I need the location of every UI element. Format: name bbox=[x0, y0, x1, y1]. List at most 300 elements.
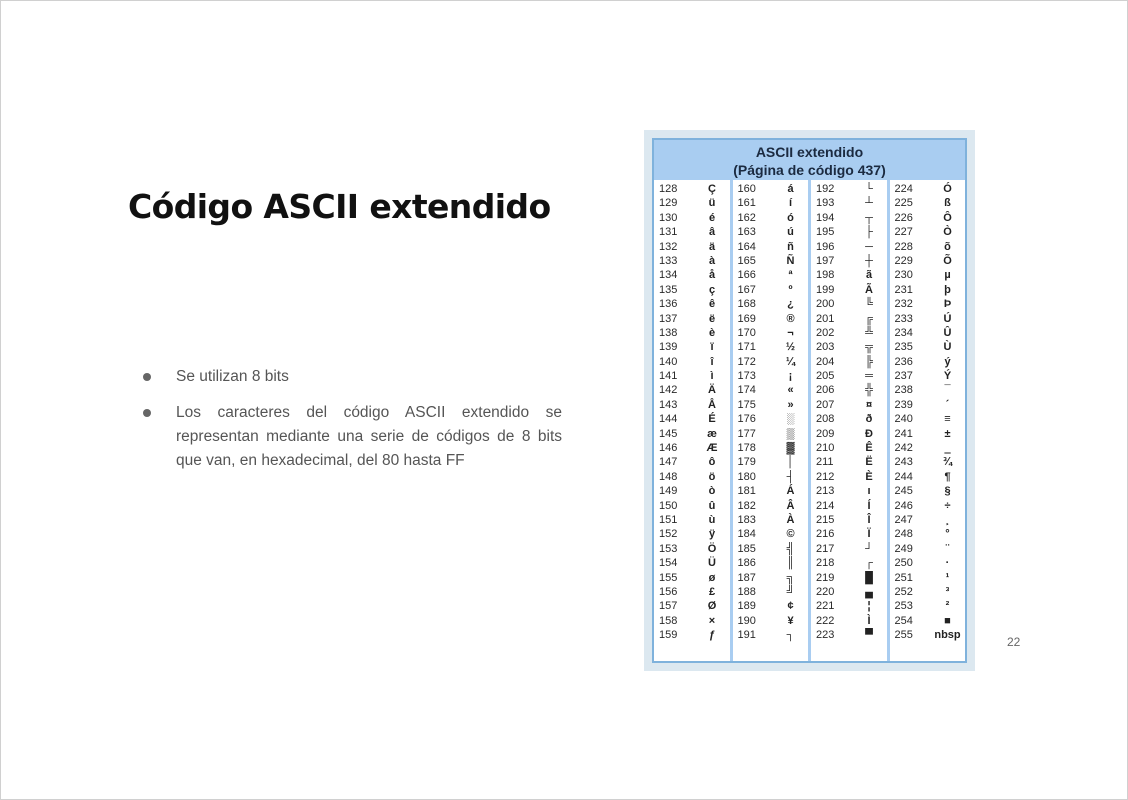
ascii-char: ª bbox=[788, 269, 793, 282]
table-row bbox=[890, 441, 966, 455]
table-row bbox=[654, 470, 730, 484]
table-row bbox=[733, 225, 809, 239]
table-row bbox=[654, 254, 730, 268]
ascii-code: 200 bbox=[816, 298, 835, 311]
ascii-code: 164 bbox=[737, 240, 756, 253]
ascii-char: ç bbox=[708, 283, 716, 296]
ascii-char: ─ bbox=[865, 240, 873, 253]
ascii-char: ¤ bbox=[865, 398, 873, 411]
ascii-char: ¨ bbox=[945, 542, 950, 555]
table-row bbox=[811, 196, 887, 210]
ascii-code: 223 bbox=[816, 629, 835, 642]
ascii-char: ┌ bbox=[865, 557, 873, 570]
table-row bbox=[890, 499, 966, 513]
table-row bbox=[890, 556, 966, 570]
table-row bbox=[811, 513, 887, 527]
bullet-text: Se utilizan 8 bits bbox=[176, 368, 289, 385]
ascii-code: 230 bbox=[894, 269, 913, 282]
table-row bbox=[811, 326, 887, 340]
table-row bbox=[811, 355, 887, 369]
table-row bbox=[811, 441, 887, 455]
ascii-table-column bbox=[733, 180, 812, 661]
table-row bbox=[654, 268, 730, 282]
ascii-code: 197 bbox=[816, 254, 835, 267]
ascii-code: 149 bbox=[659, 485, 678, 498]
table-row bbox=[811, 470, 887, 484]
ascii-code: 181 bbox=[737, 485, 756, 498]
ascii-code: 171 bbox=[737, 341, 756, 354]
ascii-char: µ bbox=[944, 269, 951, 282]
table-row bbox=[811, 211, 887, 225]
table-row bbox=[890, 513, 966, 527]
table-row bbox=[733, 312, 809, 326]
ascii-code: 248 bbox=[894, 528, 913, 541]
ascii-char: æ bbox=[707, 427, 717, 440]
ascii-code: 250 bbox=[894, 557, 913, 570]
ascii-char: ▓ bbox=[786, 442, 795, 455]
ascii-code: 211 bbox=[816, 456, 834, 469]
ascii-char: ¹ bbox=[945, 571, 950, 584]
ascii-code: 247 bbox=[894, 513, 913, 526]
ascii-char: ┤ bbox=[786, 470, 795, 483]
ascii-char: Ï bbox=[867, 528, 871, 541]
ascii-table-column bbox=[811, 180, 890, 661]
table-row bbox=[733, 484, 809, 498]
ascii-char: Å bbox=[708, 398, 716, 411]
table-row bbox=[890, 268, 966, 282]
ascii-char: ╬ bbox=[865, 384, 873, 397]
ascii-char: Ú bbox=[943, 312, 952, 325]
ascii-char: Â bbox=[786, 499, 795, 512]
ascii-char: ▒ bbox=[786, 427, 795, 440]
ascii-code: 244 bbox=[894, 470, 913, 483]
page-number: 22 bbox=[1007, 635, 1021, 649]
ascii-code: 207 bbox=[816, 398, 835, 411]
table-row bbox=[811, 614, 887, 628]
ascii-char: ü bbox=[708, 197, 716, 210]
ascii-code: 224 bbox=[894, 183, 913, 195]
ascii-char: Î bbox=[867, 513, 871, 526]
ascii-char: ± bbox=[944, 427, 951, 440]
table-row bbox=[890, 527, 966, 541]
ascii-char: Ð bbox=[865, 427, 873, 440]
ascii-code: 160 bbox=[737, 183, 756, 195]
table-row bbox=[733, 412, 809, 426]
ascii-code: 155 bbox=[659, 571, 678, 584]
ascii-char: ó bbox=[787, 211, 794, 224]
ascii-code: 255 bbox=[894, 629, 913, 642]
ascii-code: 195 bbox=[816, 226, 835, 239]
table-row bbox=[811, 599, 887, 613]
ascii-char: ³ bbox=[945, 585, 950, 598]
ascii-code: 159 bbox=[659, 629, 678, 642]
ascii-char: ╚ bbox=[865, 298, 873, 311]
table-row bbox=[654, 542, 730, 556]
ascii-code: 128 bbox=[659, 183, 678, 195]
ascii-char: ® bbox=[786, 312, 795, 325]
ascii-code: 144 bbox=[659, 413, 678, 426]
table-row bbox=[811, 571, 887, 585]
ascii-code: 229 bbox=[894, 254, 913, 267]
ascii-char: ╩ bbox=[865, 326, 873, 339]
ascii-char: Ë bbox=[865, 456, 873, 469]
ascii-code: 201 bbox=[816, 312, 835, 325]
ascii-code: 217 bbox=[816, 542, 835, 555]
ascii-code: 133 bbox=[659, 254, 678, 267]
ascii-code: 243 bbox=[894, 456, 913, 469]
ascii-code: 185 bbox=[737, 542, 756, 555]
ascii-code: 202 bbox=[816, 326, 835, 339]
table-row bbox=[890, 196, 966, 210]
ascii-char: â bbox=[708, 226, 716, 239]
bullet-text: Los caracteres del código ASCII extendido se representan mediante una serie de códigos de 8 bits que van, en hexadecimal, del 80 hasta FF bbox=[176, 404, 562, 469]
bullet-item bbox=[141, 365, 562, 389]
table-row bbox=[733, 499, 809, 513]
ascii-code: 131 bbox=[659, 226, 678, 239]
table-row bbox=[654, 571, 730, 585]
ascii-char: · bbox=[945, 557, 950, 570]
ascii-code: 220 bbox=[816, 585, 835, 598]
ascii-char: ï bbox=[710, 341, 714, 354]
ascii-char: Ã bbox=[865, 283, 873, 296]
ascii-code: 142 bbox=[659, 384, 678, 397]
ascii-code: 216 bbox=[816, 528, 835, 541]
ascii-char: Þ bbox=[943, 298, 952, 311]
ascii-char: ┘ bbox=[865, 542, 873, 555]
table-row bbox=[733, 571, 809, 585]
ascii-char: ¦ bbox=[867, 600, 871, 613]
ascii-char: ╦ bbox=[865, 341, 873, 354]
ascii-char: É bbox=[708, 413, 716, 426]
table-row bbox=[654, 628, 730, 642]
ascii-char: ½ bbox=[785, 341, 796, 354]
ascii-char: Ó bbox=[943, 183, 952, 195]
ascii-code: 163 bbox=[737, 226, 756, 239]
ascii-code: 158 bbox=[659, 614, 678, 627]
ascii-char: è bbox=[708, 326, 716, 339]
table-row bbox=[811, 225, 887, 239]
ascii-code: 194 bbox=[816, 211, 835, 224]
ascii-code: 183 bbox=[737, 513, 756, 526]
table-row bbox=[890, 383, 966, 397]
table-row bbox=[811, 283, 887, 297]
ascii-char: º bbox=[788, 283, 793, 296]
ascii-code: 180 bbox=[737, 470, 756, 483]
ascii-char: ë bbox=[708, 312, 716, 325]
ascii-char: ƒ bbox=[708, 629, 716, 642]
table-row bbox=[654, 499, 730, 513]
table-row bbox=[733, 585, 809, 599]
ascii-table-column bbox=[890, 180, 966, 661]
ascii-code: 237 bbox=[894, 370, 913, 383]
ascii-code: 206 bbox=[816, 384, 835, 397]
ascii-char: á bbox=[787, 183, 794, 195]
table-row bbox=[890, 585, 966, 599]
table-row bbox=[733, 383, 809, 397]
table-row bbox=[811, 182, 887, 196]
ascii-char: ║ bbox=[786, 557, 795, 570]
ascii-table-image bbox=[644, 130, 975, 671]
table-row bbox=[733, 599, 809, 613]
ascii-code: 187 bbox=[737, 571, 756, 584]
ascii-code: 138 bbox=[659, 326, 678, 339]
table-row bbox=[733, 398, 809, 412]
ascii-code: 236 bbox=[894, 355, 913, 368]
table-row bbox=[733, 297, 809, 311]
ascii-code: 190 bbox=[737, 614, 756, 627]
table-row bbox=[654, 614, 730, 628]
ascii-char: ░ bbox=[786, 413, 795, 426]
ascii-table-title: ASCII extendido bbox=[755, 144, 864, 160]
ascii-code: 168 bbox=[737, 298, 756, 311]
ascii-char: à bbox=[708, 254, 716, 267]
ascii-char: Ä bbox=[708, 384, 716, 397]
bullet-dot-icon bbox=[143, 373, 151, 381]
ascii-char: þ bbox=[944, 283, 951, 296]
ascii-code: 233 bbox=[894, 312, 913, 325]
ascii-char: ≡ bbox=[944, 413, 951, 426]
ascii-code: 151 bbox=[659, 513, 678, 526]
table-row bbox=[733, 513, 809, 527]
table-row bbox=[654, 211, 730, 225]
ascii-char: ╝ bbox=[786, 585, 795, 598]
ascii-char: ┼ bbox=[865, 254, 873, 267]
table-row bbox=[654, 340, 730, 354]
ascii-char: └ bbox=[865, 183, 873, 195]
ascii-code: 166 bbox=[737, 269, 756, 282]
ascii-char: Ö bbox=[707, 542, 717, 555]
table-row bbox=[811, 254, 887, 268]
ascii-code: 252 bbox=[894, 585, 913, 598]
ascii-char: ù bbox=[708, 513, 716, 526]
ascii-code: 130 bbox=[659, 211, 678, 224]
ascii-char: ═ bbox=[865, 370, 873, 383]
ascii-code: 137 bbox=[659, 312, 678, 325]
ascii-code: 154 bbox=[659, 557, 678, 570]
ascii-code: 246 bbox=[894, 499, 913, 512]
ascii-char: Ò bbox=[943, 226, 952, 239]
table-row bbox=[811, 628, 887, 642]
table-row bbox=[733, 182, 809, 196]
ascii-char: ö bbox=[708, 470, 716, 483]
ascii-char: í bbox=[788, 197, 793, 210]
ascii-char: ô bbox=[708, 456, 716, 469]
table-row bbox=[654, 240, 730, 254]
ascii-char: ð bbox=[865, 413, 873, 426]
table-row bbox=[733, 254, 809, 268]
ascii-code: 212 bbox=[816, 470, 835, 483]
ascii-char: Ü bbox=[708, 557, 716, 570]
ascii-code: 129 bbox=[659, 197, 678, 210]
ascii-char: ÿ bbox=[708, 528, 716, 541]
ascii-code: 153 bbox=[659, 542, 678, 555]
ascii-code: 136 bbox=[659, 298, 678, 311]
ascii-char: û bbox=[708, 499, 716, 512]
ascii-code: 205 bbox=[816, 370, 835, 383]
ascii-code: 150 bbox=[659, 499, 678, 512]
table-row bbox=[733, 441, 809, 455]
ascii-char: Ô bbox=[943, 211, 952, 224]
ascii-char: │ bbox=[787, 456, 794, 469]
table-row bbox=[733, 326, 809, 340]
ascii-char: ã bbox=[865, 269, 873, 282]
ascii-code: 240 bbox=[894, 413, 913, 426]
ascii-code: 175 bbox=[737, 398, 756, 411]
ascii-char: ñ bbox=[787, 240, 794, 253]
ascii-char: ¸ bbox=[945, 513, 950, 526]
table-row bbox=[811, 383, 887, 397]
ascii-code: 156 bbox=[659, 585, 678, 598]
bullet-list bbox=[141, 365, 562, 485]
table-row bbox=[890, 326, 966, 340]
ascii-char: õ bbox=[944, 240, 951, 253]
table-row bbox=[890, 412, 966, 426]
table-row bbox=[654, 427, 730, 441]
ascii-char: Á bbox=[786, 485, 795, 498]
table-row bbox=[811, 412, 887, 426]
table-row bbox=[654, 355, 730, 369]
ascii-char: ¡ bbox=[788, 370, 793, 383]
ascii-code: 225 bbox=[894, 197, 913, 210]
ascii-char: ° bbox=[945, 528, 950, 541]
table-row bbox=[890, 312, 966, 326]
ascii-char: ê bbox=[708, 298, 716, 311]
ascii-code: 165 bbox=[737, 254, 756, 267]
ascii-code: 222 bbox=[816, 614, 835, 627]
ascii-char: ý bbox=[944, 355, 951, 368]
slide-title: Código ASCII extendido bbox=[128, 187, 551, 226]
ascii-code: 178 bbox=[737, 442, 756, 455]
ascii-code: 147 bbox=[659, 456, 678, 469]
table-row bbox=[890, 628, 966, 642]
table-row bbox=[654, 312, 730, 326]
ascii-code: 241 bbox=[894, 427, 913, 440]
table-row bbox=[811, 369, 887, 383]
table-row bbox=[890, 182, 966, 196]
ascii-char: ¾ bbox=[942, 456, 953, 469]
ascii-char: « bbox=[787, 384, 794, 397]
ascii-code: 238 bbox=[894, 384, 913, 397]
ascii-char: ├ bbox=[865, 226, 873, 239]
ascii-char: ¬ bbox=[787, 326, 794, 339]
ascii-char: î bbox=[710, 355, 714, 368]
ascii-code: 182 bbox=[737, 499, 756, 512]
table-row bbox=[811, 297, 887, 311]
ascii-code: 162 bbox=[737, 211, 756, 224]
ascii-char: ╗ bbox=[786, 571, 795, 584]
ascii-code: 148 bbox=[659, 470, 678, 483]
ascii-code: 242 bbox=[894, 442, 913, 455]
ascii-char: Ù bbox=[943, 341, 952, 354]
ascii-char: ┴ bbox=[865, 197, 873, 210]
table-row bbox=[890, 455, 966, 469]
ascii-code: 141 bbox=[659, 370, 678, 383]
ascii-char: ¥ bbox=[787, 614, 794, 627]
ascii-char: Ê bbox=[865, 442, 873, 455]
table-row bbox=[890, 297, 966, 311]
ascii-char: ú bbox=[787, 226, 794, 239]
table-row bbox=[654, 585, 730, 599]
table-row bbox=[733, 542, 809, 556]
ascii-char: ¯ bbox=[944, 384, 951, 397]
ascii-code: 231 bbox=[894, 283, 913, 296]
table-row bbox=[890, 614, 966, 628]
ascii-char: å bbox=[708, 269, 716, 282]
ascii-code: 161 bbox=[737, 197, 756, 210]
table-row bbox=[811, 542, 887, 556]
table-row bbox=[654, 383, 730, 397]
table-row bbox=[890, 369, 966, 383]
ascii-code: 179 bbox=[737, 456, 756, 469]
table-row bbox=[733, 211, 809, 225]
ascii-code: 191 bbox=[737, 629, 756, 642]
ascii-code: 188 bbox=[737, 585, 756, 598]
ascii-code: 192 bbox=[816, 183, 835, 195]
ascii-char: È bbox=[865, 470, 873, 483]
table-row bbox=[811, 527, 887, 541]
ascii-char: █ bbox=[865, 571, 873, 584]
table-row bbox=[890, 542, 966, 556]
ascii-code: 173 bbox=[737, 370, 756, 383]
table-row bbox=[811, 312, 887, 326]
ascii-char: Õ bbox=[943, 254, 952, 267]
table-row bbox=[811, 556, 887, 570]
ascii-code: 140 bbox=[659, 355, 678, 368]
ascii-char: Ç bbox=[708, 183, 716, 195]
ascii-code: 227 bbox=[894, 226, 913, 239]
table-row bbox=[890, 427, 966, 441]
ascii-code: 169 bbox=[737, 312, 756, 325]
ascii-char: ╣ bbox=[786, 542, 795, 555]
table-row bbox=[654, 326, 730, 340]
ascii-code: 145 bbox=[659, 427, 678, 440]
table-row bbox=[654, 369, 730, 383]
table-row bbox=[733, 455, 809, 469]
ascii-table-column bbox=[654, 180, 733, 661]
table-row bbox=[733, 628, 809, 642]
ascii-code: 245 bbox=[894, 485, 913, 498]
ascii-code: 170 bbox=[737, 326, 756, 339]
table-row bbox=[654, 513, 730, 527]
ascii-char: ¶ bbox=[944, 470, 951, 483]
ascii-code: 213 bbox=[816, 485, 835, 498]
ascii-code: 209 bbox=[816, 427, 835, 440]
bullet-dot-icon bbox=[143, 409, 151, 417]
ascii-code: 214 bbox=[816, 499, 835, 512]
ascii-code: 189 bbox=[737, 600, 756, 613]
ascii-code: 203 bbox=[816, 341, 835, 354]
table-row bbox=[890, 398, 966, 412]
ascii-code: 186 bbox=[737, 557, 756, 570]
ascii-char: Ø bbox=[707, 600, 717, 613]
ascii-code: 135 bbox=[659, 283, 678, 296]
ascii-code: 157 bbox=[659, 600, 678, 613]
table-row bbox=[811, 398, 887, 412]
ascii-code: 167 bbox=[737, 283, 756, 296]
table-row bbox=[890, 283, 966, 297]
ascii-table-columns bbox=[654, 180, 965, 661]
ascii-code: 235 bbox=[894, 341, 913, 354]
ascii-code: 177 bbox=[737, 427, 756, 440]
table-row bbox=[733, 355, 809, 369]
table-row bbox=[654, 527, 730, 541]
ascii-char: ´ bbox=[945, 398, 950, 411]
table-row bbox=[811, 340, 887, 354]
table-row bbox=[654, 398, 730, 412]
ascii-code: 172 bbox=[737, 355, 756, 368]
table-row bbox=[733, 369, 809, 383]
table-row bbox=[733, 614, 809, 628]
